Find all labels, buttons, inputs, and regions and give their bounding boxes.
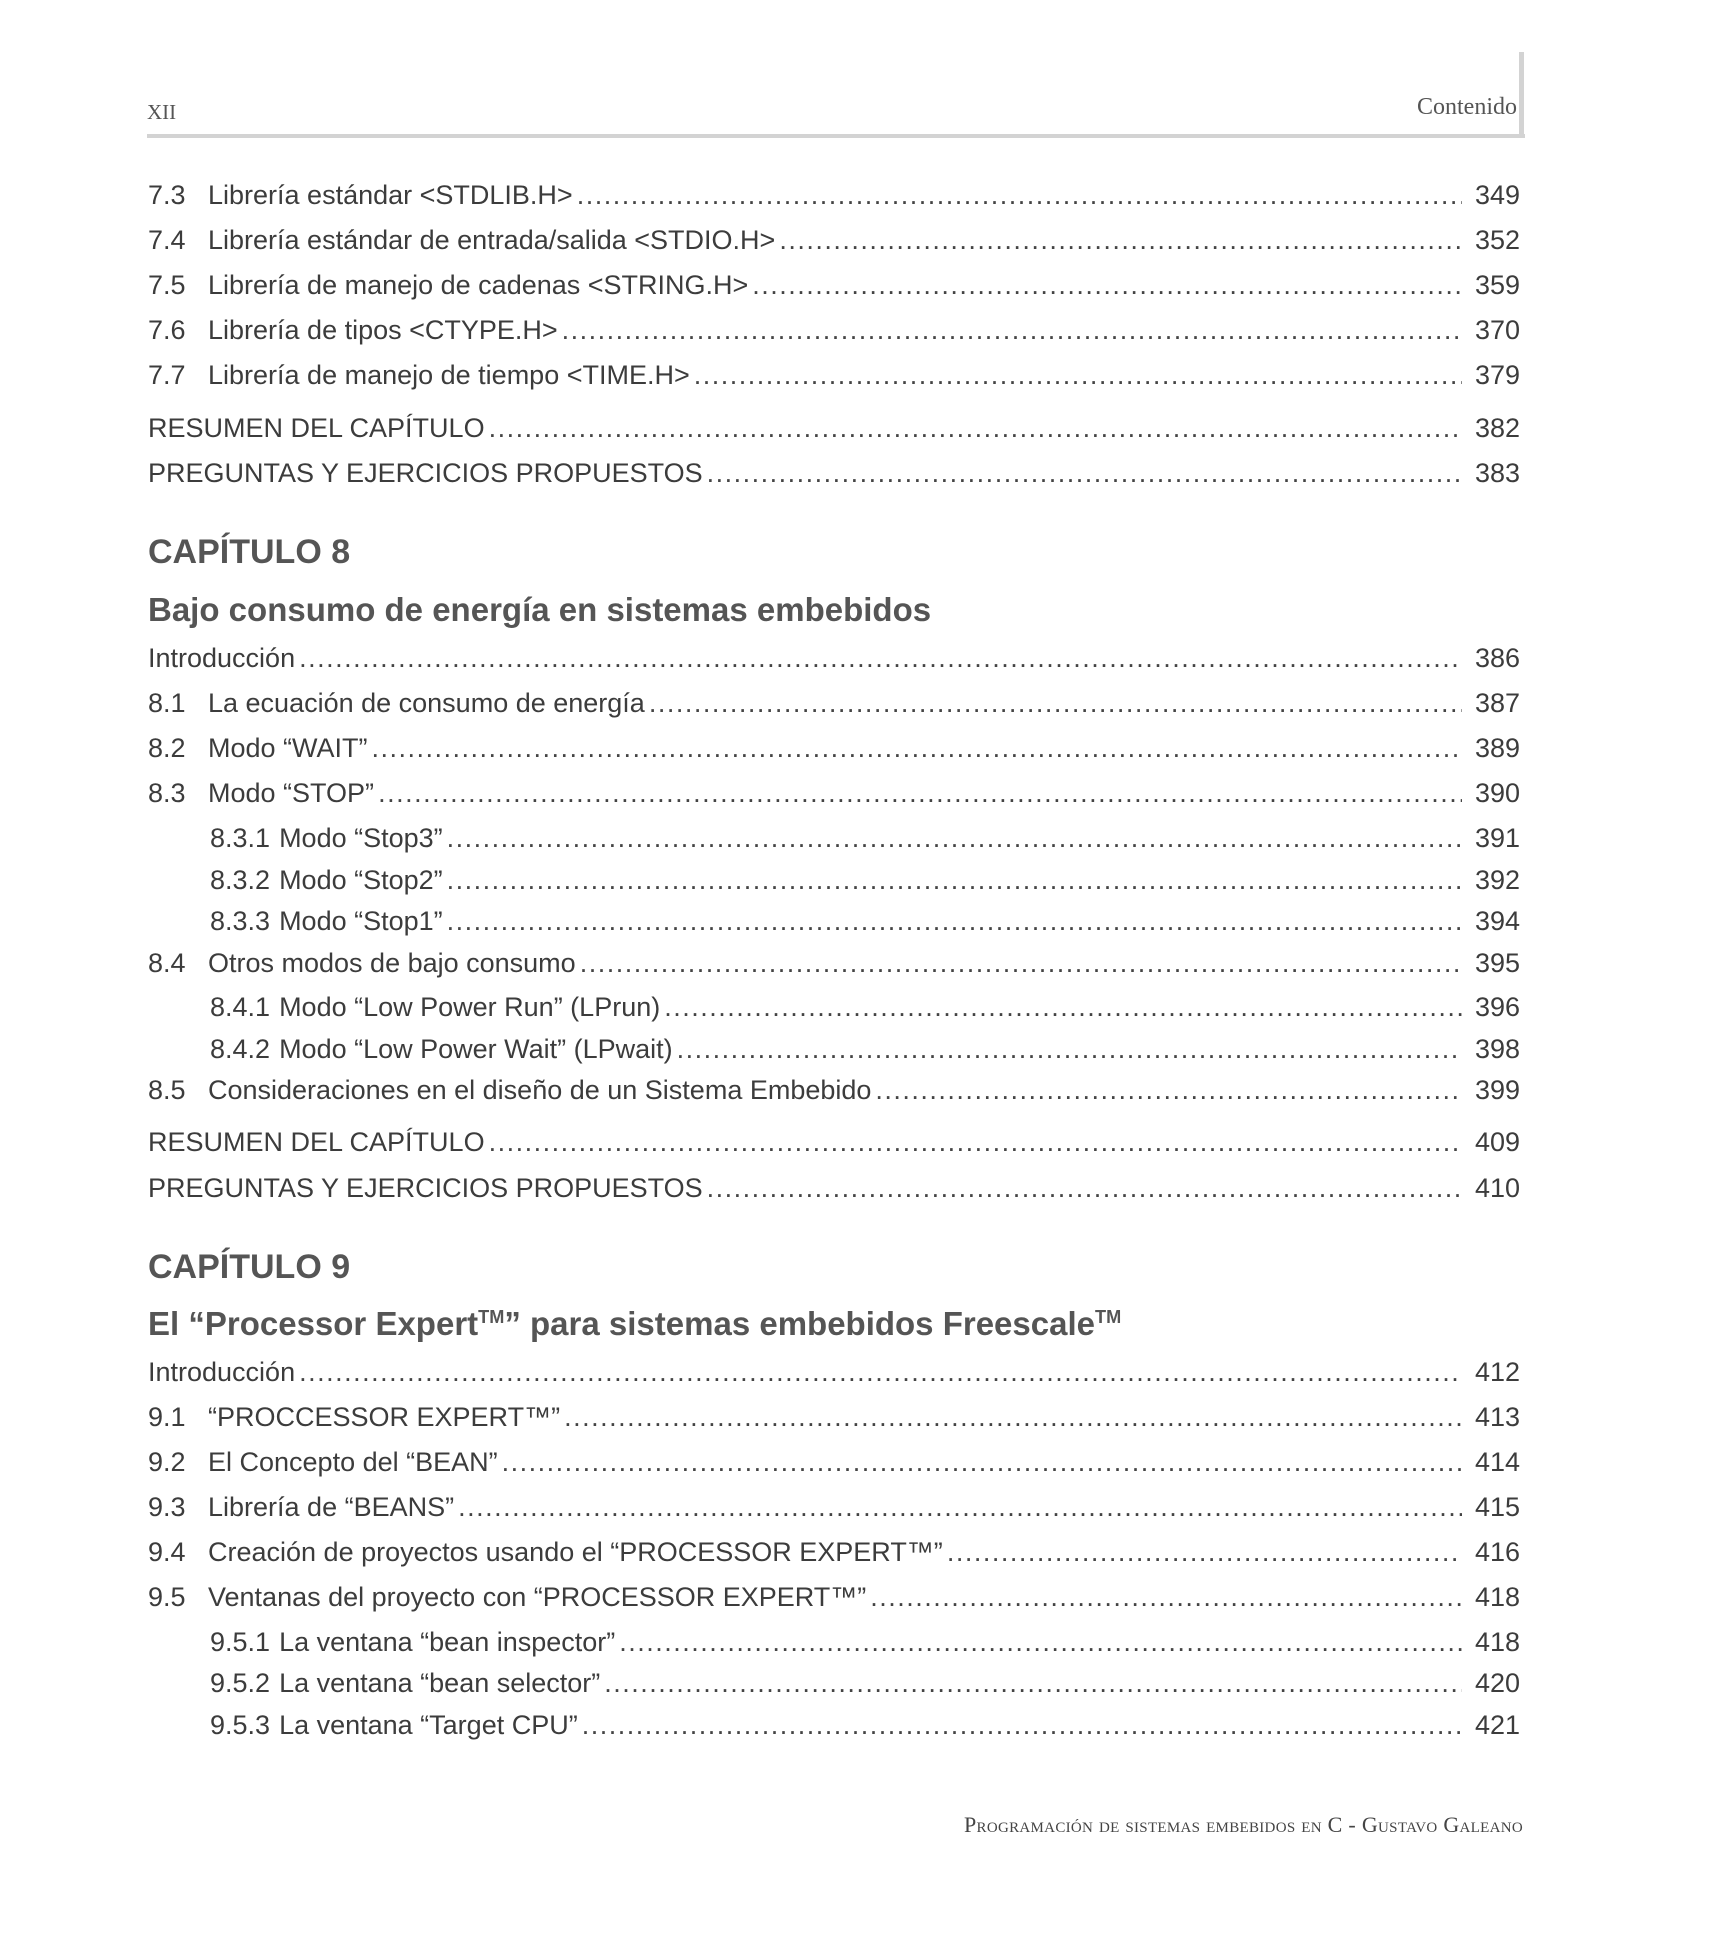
toc-entry-page: 421 bbox=[1474, 1710, 1520, 1740]
toc-entry-number: 8.4.1 bbox=[210, 992, 271, 1022]
chapter-heading: CAPÍTULO 8 bbox=[148, 533, 351, 571]
toc-entry-title: Modo “Stop1” bbox=[279, 906, 443, 936]
toc-entry-page: 399 bbox=[1474, 1075, 1520, 1105]
dot-leader bbox=[502, 1447, 1462, 1478]
toc-entry-number: 9.5.2 bbox=[210, 1668, 271, 1698]
trademark-mark: TM bbox=[1095, 1307, 1122, 1327]
dot-leader bbox=[299, 643, 1462, 674]
toc-entry-number: 8.4.2 bbox=[210, 1034, 271, 1064]
dot-leader bbox=[577, 180, 1462, 211]
page-footer: Programación de sistemas embebidos en C - Gustavo Galeano bbox=[964, 1812, 1523, 1837]
dot-leader bbox=[447, 906, 1462, 937]
toc-entry-page: 389 bbox=[1474, 733, 1520, 763]
dot-leader bbox=[649, 688, 1462, 719]
toc-entry bbox=[148, 1537, 1520, 1568]
toc-entry-page: 418 bbox=[1474, 1582, 1520, 1612]
toc-entry-title: Librería de manejo de tiempo <TIME.H> bbox=[208, 360, 690, 390]
toc-entry-title: Modo “Low Power Run” (LPrun) bbox=[279, 992, 661, 1022]
toc-entry bbox=[148, 225, 1520, 256]
toc-entry-title: Ventanas del proyecto con “PROCESSOR EXPERT™” bbox=[208, 1582, 867, 1612]
toc-entry-page: 420 bbox=[1474, 1668, 1520, 1698]
toc-entry-number: 9.1 bbox=[148, 1402, 186, 1432]
toc-entry-title: La ventana “bean inspector” bbox=[279, 1627, 616, 1657]
toc-entry-page: 352 bbox=[1474, 225, 1520, 255]
dot-leader bbox=[489, 413, 1462, 444]
toc-subentry bbox=[210, 1668, 1520, 1699]
toc-entry-number: 9.5.3 bbox=[210, 1710, 271, 1740]
toc-entry-title: Introducción bbox=[148, 643, 296, 673]
dot-leader bbox=[619, 1627, 1462, 1658]
toc-entry-title: Introducción bbox=[148, 1357, 296, 1387]
toc-entry-page: 349 bbox=[1474, 180, 1520, 210]
toc-entry bbox=[148, 948, 1520, 979]
toc-entry-page: 382 bbox=[1474, 413, 1520, 443]
toc-entry bbox=[148, 458, 1520, 489]
toc-entry-title: “PROCCESSOR EXPERT™” bbox=[208, 1402, 561, 1432]
toc-entry-number: 9.3 bbox=[148, 1492, 186, 1522]
dot-leader bbox=[664, 992, 1462, 1023]
chapter-title-part: El “Processor Expert bbox=[148, 1305, 479, 1342]
toc-entry-page: 413 bbox=[1474, 1402, 1520, 1432]
toc-entry-title: Modo “Stop2” bbox=[279, 865, 443, 895]
toc-entry-title: La ventana “Target CPU” bbox=[279, 1710, 578, 1740]
toc-entry bbox=[148, 180, 1520, 211]
toc-entry-page: 370 bbox=[1474, 315, 1520, 345]
toc-entry-number: 9.2 bbox=[148, 1447, 186, 1477]
toc-entry-title: Librería de tipos <CTYPE.H> bbox=[208, 315, 558, 345]
toc-entry-page: 398 bbox=[1474, 1034, 1520, 1064]
toc-entry-title: Librería de manejo de cadenas <STRING.H> bbox=[208, 270, 749, 300]
dot-leader bbox=[947, 1537, 1462, 1568]
trademark-mark: TM bbox=[478, 1307, 505, 1327]
toc-entry bbox=[148, 1582, 1520, 1613]
chapter-title-part: ” para sistemas embebidos Freescale bbox=[504, 1305, 1095, 1342]
toc-entry bbox=[148, 1357, 1520, 1388]
toc-entry-number: 7.4 bbox=[148, 225, 186, 255]
toc-entry-title: Librería de “BEANS” bbox=[208, 1492, 455, 1522]
toc-entry bbox=[148, 1075, 1520, 1106]
dot-leader bbox=[299, 1357, 1462, 1388]
toc-subentry bbox=[210, 1710, 1520, 1741]
toc-entry-page: 412 bbox=[1474, 1357, 1520, 1387]
toc-entry-number: 9.5 bbox=[148, 1582, 186, 1612]
toc-entry-number: 8.5 bbox=[148, 1075, 186, 1105]
toc-entry bbox=[148, 1492, 1520, 1523]
dot-leader bbox=[694, 360, 1462, 391]
toc-entry-page: 386 bbox=[1474, 643, 1520, 673]
toc-entry-page: 416 bbox=[1474, 1537, 1520, 1567]
toc-entry-title: Otros modos de bajo consumo bbox=[208, 948, 576, 978]
toc-entry-title: El Concepto del “BEAN” bbox=[208, 1447, 498, 1477]
dot-leader bbox=[372, 733, 1462, 764]
dot-leader bbox=[562, 315, 1462, 346]
toc-entry-number: 8.4 bbox=[148, 948, 186, 978]
toc-entry-title: Modo “Stop3” bbox=[279, 823, 443, 853]
toc-entry-number: 8.3 bbox=[148, 778, 186, 808]
toc-entry bbox=[148, 315, 1520, 346]
dot-leader bbox=[458, 1492, 1462, 1523]
toc-entry-page: 359 bbox=[1474, 270, 1520, 300]
toc-entry-number: 7.3 bbox=[148, 180, 186, 210]
dot-leader bbox=[870, 1582, 1462, 1613]
header-rule-vertical bbox=[1519, 52, 1524, 138]
toc-entry-number: 7.7 bbox=[148, 360, 186, 390]
chapter-title bbox=[148, 1305, 1121, 1343]
toc-entry bbox=[148, 1402, 1520, 1433]
dot-leader bbox=[378, 778, 1462, 809]
toc-entry-title: Modo “STOP” bbox=[208, 778, 375, 808]
toc-entry-title: PREGUNTAS Y EJERCICIOS PROPUESTOS bbox=[148, 458, 703, 488]
header-rule bbox=[147, 134, 1525, 138]
toc-entry-title: RESUMEN DEL CAPÍTULO bbox=[148, 413, 485, 443]
toc-entry-page: 396 bbox=[1474, 992, 1520, 1022]
toc-entry-number: 9.4 bbox=[148, 1537, 186, 1567]
dot-leader bbox=[707, 458, 1462, 489]
dot-leader bbox=[447, 865, 1462, 896]
toc-entry-number: 8.3.2 bbox=[210, 865, 271, 895]
toc-subentry bbox=[210, 1034, 1520, 1065]
toc-entry-title: RESUMEN DEL CAPÍTULO bbox=[148, 1127, 485, 1157]
toc-entry bbox=[148, 1127, 1520, 1158]
toc-entry-title: Modo “Low Power Wait” (LPwait) bbox=[279, 1034, 673, 1064]
chapter-title: Bajo consumo de energía en sistemas embebidos bbox=[148, 591, 932, 628]
toc-entry-title: La ventana “bean selector” bbox=[279, 1668, 601, 1698]
dot-leader bbox=[582, 1710, 1462, 1741]
dot-leader bbox=[779, 225, 1462, 256]
toc-entry-page: 383 bbox=[1474, 458, 1520, 488]
toc-entry-title: PREGUNTAS Y EJERCICIOS PROPUESTOS bbox=[148, 1173, 703, 1203]
dot-leader bbox=[677, 1034, 1462, 1065]
dot-leader bbox=[489, 1127, 1462, 1158]
toc-subentry bbox=[210, 865, 1520, 896]
toc-entry-page: 392 bbox=[1474, 865, 1520, 895]
toc-entry-page: 379 bbox=[1474, 360, 1520, 390]
toc-entry-title: La ecuación de consumo de energía bbox=[208, 688, 645, 718]
toc-subentry bbox=[210, 1627, 1520, 1658]
toc-entry-page: 395 bbox=[1474, 948, 1520, 978]
dot-leader bbox=[752, 270, 1462, 301]
dot-leader bbox=[707, 1173, 1462, 1204]
toc-entry-title: Modo “WAIT” bbox=[208, 733, 368, 763]
dot-leader bbox=[564, 1402, 1462, 1433]
toc-subentry bbox=[210, 906, 1520, 937]
toc-entry-title: Consideraciones en el diseño de un Sistema Embebido bbox=[208, 1075, 872, 1105]
toc-entry-title: Librería estándar de entrada/salida <STDIO.H> bbox=[208, 225, 776, 255]
toc-entry-page: 387 bbox=[1474, 688, 1520, 718]
toc-entry-number: 8.1 bbox=[148, 688, 186, 718]
toc-entry-title: Creación de proyectos usando el “PROCESSOR EXPERT™” bbox=[208, 1537, 943, 1567]
toc-entry bbox=[148, 778, 1520, 809]
toc-entry-page: 414 bbox=[1474, 1447, 1520, 1477]
toc-entry bbox=[148, 1173, 1520, 1204]
page-number: XII bbox=[147, 100, 177, 124]
dot-leader bbox=[580, 948, 1462, 979]
toc-subentry bbox=[210, 823, 1520, 854]
toc-entry-page: 390 bbox=[1474, 778, 1520, 808]
dot-leader bbox=[875, 1075, 1462, 1106]
toc-entry-page: 415 bbox=[1474, 1492, 1520, 1522]
toc-entry bbox=[148, 360, 1520, 391]
toc-entry bbox=[148, 688, 1520, 719]
toc-entry-page: 418 bbox=[1474, 1627, 1520, 1657]
toc-entry-page: 410 bbox=[1474, 1173, 1520, 1203]
dot-leader bbox=[604, 1668, 1462, 1699]
toc-entry-number: 7.6 bbox=[148, 315, 186, 345]
dot-leader bbox=[447, 823, 1462, 854]
toc-subentry bbox=[210, 992, 1520, 1023]
chapter-heading: CAPÍTULO 9 bbox=[148, 1248, 351, 1286]
toc-entry bbox=[148, 413, 1520, 444]
toc-entry-number: 7.5 bbox=[148, 270, 186, 300]
toc-entry-page: 394 bbox=[1474, 906, 1520, 936]
toc-entry-number: 8.3.1 bbox=[210, 823, 271, 853]
running-section-title: Contenido bbox=[1417, 94, 1517, 120]
toc-entry-number: 8.2 bbox=[148, 733, 186, 763]
toc-entry-number: 8.3.3 bbox=[210, 906, 271, 936]
toc-entry bbox=[148, 270, 1520, 301]
toc-entry bbox=[148, 733, 1520, 764]
toc-entry-number: 9.5.1 bbox=[210, 1627, 271, 1657]
toc-entry-page: 409 bbox=[1474, 1127, 1520, 1157]
toc-entry-title: Librería estándar <STDLIB.H> bbox=[208, 180, 573, 210]
toc-entry bbox=[148, 1447, 1520, 1478]
toc-entry-page: 391 bbox=[1474, 823, 1520, 853]
toc-entry bbox=[148, 643, 1520, 674]
